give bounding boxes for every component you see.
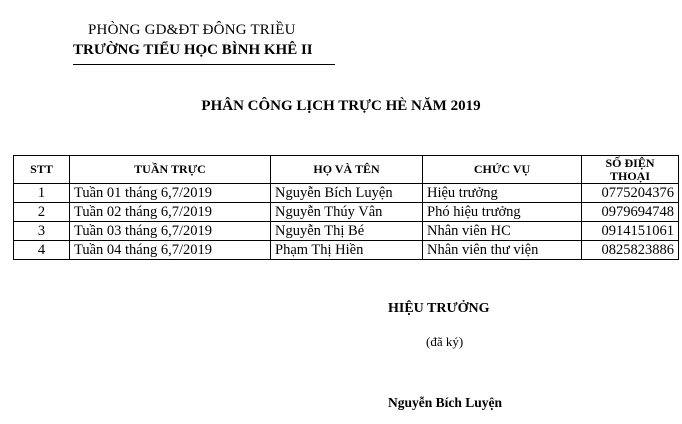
cell-position: Hiệu trưởng (423, 184, 582, 203)
signature-title: HIỆU TRƯỞNG (388, 301, 490, 316)
cell-phone: 0914151061 (582, 222, 679, 241)
cell-name: Nguyễn Bích Luyện (271, 184, 423, 203)
cell-stt: 4 (14, 241, 70, 260)
cell-stt: 1 (14, 184, 70, 203)
header-divider (73, 64, 335, 65)
cell-position: Phó hiệu trưởng (423, 203, 582, 222)
cell-phone: 0825823886 (582, 241, 679, 260)
cell-week: Tuần 02 tháng 6,7/2019 (70, 203, 271, 222)
table-header-row (14, 156, 679, 184)
table-row (14, 222, 679, 241)
column-header-position: CHỨC VỤ (423, 156, 582, 184)
signature-name: Nguyễn Bích Luyện (388, 395, 503, 410)
table-row (14, 203, 679, 222)
cell-stt: 2 (14, 203, 70, 222)
document-title: PHÂN CÔNG LỊCH TRỰC HÈ NĂM 2019 (201, 98, 481, 114)
school-name: TRƯỜNG TIỂU HỌC BÌNH KHÊ II (73, 42, 313, 58)
column-header-stt: STT (14, 156, 70, 184)
cell-position: Nhân viên HC (423, 222, 582, 241)
duty-schedule-table (13, 155, 679, 260)
cell-position: Nhân viên thư viện (423, 241, 582, 260)
department-name: PHÒNG GD&ĐT ĐÔNG TRIỀU (88, 22, 296, 38)
column-header-name: HỌ VÀ TÊN (271, 156, 423, 184)
cell-week: Tuần 04 tháng 6,7/2019 (70, 241, 271, 260)
cell-week: Tuần 03 tháng 6,7/2019 (70, 222, 271, 241)
cell-name: Nguyễn Thúy Vân (271, 203, 423, 222)
cell-phone: 0979694748 (582, 203, 679, 222)
table-row (14, 184, 679, 203)
column-header-week: TUẦN TRỰC (70, 156, 271, 184)
cell-phone: 0775204376 (582, 184, 679, 203)
signature-note: (đã ký) (426, 334, 464, 349)
cell-name: Nguyễn Thị Bé (271, 222, 423, 241)
cell-name: Phạm Thị Hiền (271, 241, 423, 260)
column-header-phone: SỐ ĐIỆN THOẠI (582, 156, 679, 184)
cell-stt: 3 (14, 222, 70, 241)
cell-week: Tuần 01 tháng 6,7/2019 (70, 184, 271, 203)
table-row (14, 241, 679, 260)
